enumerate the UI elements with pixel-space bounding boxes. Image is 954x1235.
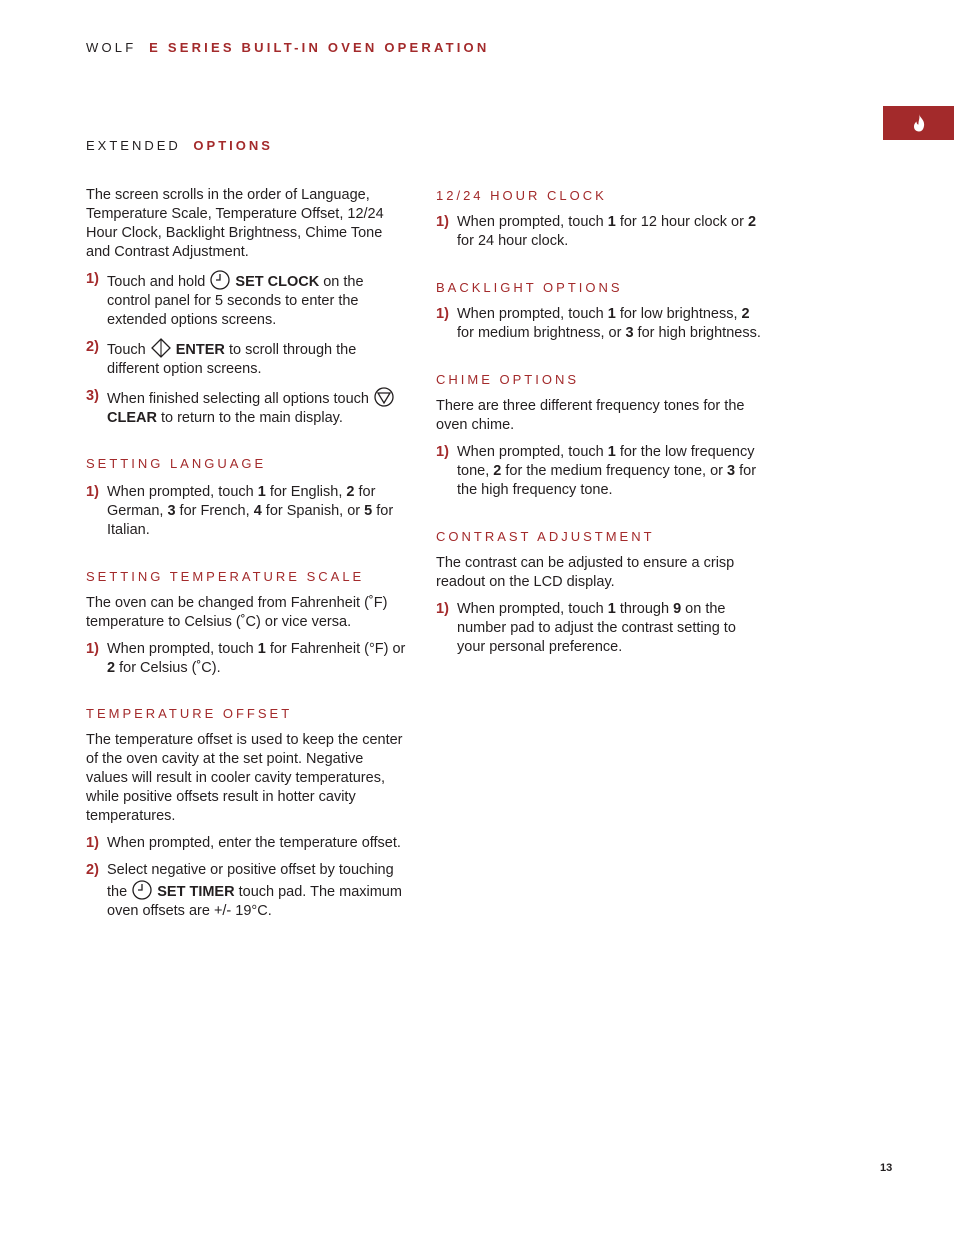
contrast-step-1: 1) When prompted, touch 1 through 9 on the number pad to adjust the contrast setting to your personal preference.	[436, 601, 736, 655]
extended-step-3: 3) When finished selecting all options touch CLEAR to return to the main display.	[86, 387, 408, 428]
chime-step-1: 1) When prompted, touch 1 for the low frequency tone, 2 for the medium frequency tone, or 3 for the high frequency tone.	[436, 444, 757, 498]
section-heading	[86, 138, 273, 153]
section-heading-bold: OPTIONS	[193, 138, 273, 153]
temp-offset-intro: The temperature offset is used to keep the center of the oven cavity at the set point. Negative values will result in cooler cavity temperatures, while positive offsets result in hotter cavity temperatures.	[86, 732, 403, 824]
left-column	[86, 186, 408, 929]
extended-step-2: 2) Touch ENTER to scroll through the different option screens.	[86, 339, 357, 377]
enter-diamond-icon	[151, 338, 171, 358]
contrast-heading: CONTRAST ADJUSTMENT	[436, 529, 655, 544]
language-step-1: 1) When prompted, touch 1 for English, 2 for German, 3 for French, 4 for Spanish, or 5 for Italian.	[86, 484, 394, 538]
clear-icon	[374, 387, 394, 407]
page-number: 13	[880, 1162, 893, 1174]
clock-heading: 12/24 HOUR CLOCK	[436, 188, 607, 203]
flame-icon	[911, 114, 927, 132]
temp-offset-step-2: 2) Select negative or positive offset by touching the SET TIMER touch pad. The maximum oven offsets are +/- 19°C.	[86, 862, 402, 919]
clock-icon	[210, 270, 230, 290]
language-heading: SETTING LANGUAGE	[86, 456, 267, 471]
temp-offset-heading: TEMPERATURE OFFSET	[86, 706, 293, 721]
document-title: E SERIES BUILT-IN OVEN OPERATION	[149, 40, 490, 55]
chime-intro: There are three different frequency tones for the oven chime.	[436, 398, 745, 433]
section-tab	[883, 106, 954, 140]
backlight-step-1: 1) When prompted, touch 1 for low brightness, 2 for medium brightness, or 3 for high brightness.	[436, 306, 761, 341]
contrast-intro: The contrast can be adjusted to ensure a crisp readout on the LCD display.	[436, 555, 735, 590]
section-heading-light: EXTENDED	[86, 138, 181, 153]
temp-scale-heading: SETTING TEMPERATURE SCALE	[86, 569, 365, 584]
intro-paragraph: The screen scrolls in the order of Language, Temperature Scale, Temperature Offset, 12/24 Hour Clock, Backlight Brightness, Chime Tone and Contrast Adjustment.	[86, 187, 384, 260]
clock-step-1: 1) When prompted, touch 1 for 12 hour clock or 2 for 24 hour clock.	[436, 214, 757, 249]
timer-icon	[132, 880, 152, 900]
running-header	[86, 40, 489, 55]
backlight-heading: BACKLIGHT OPTIONS	[436, 280, 623, 295]
temp-offset-step-1: 1) When prompted, enter the temperature offset.	[86, 835, 401, 851]
right-column	[436, 186, 761, 665]
brand-name: WOLF	[86, 40, 137, 55]
chime-heading: CHIME OPTIONS	[436, 372, 580, 387]
temp-scale-intro: The oven can be changed from Fahrenheit (˚F) temperature to Celsius (˚C) or vice versa.	[86, 595, 388, 630]
extended-step-1: 1) Touch and hold SET CLOCK on the control panel for 5 seconds to enter the extended options screens.	[86, 271, 364, 328]
temp-scale-step-1: 1) When prompted, touch 1 for Fahrenheit (°F) or 2 for Celsius (˚C).	[86, 641, 406, 676]
